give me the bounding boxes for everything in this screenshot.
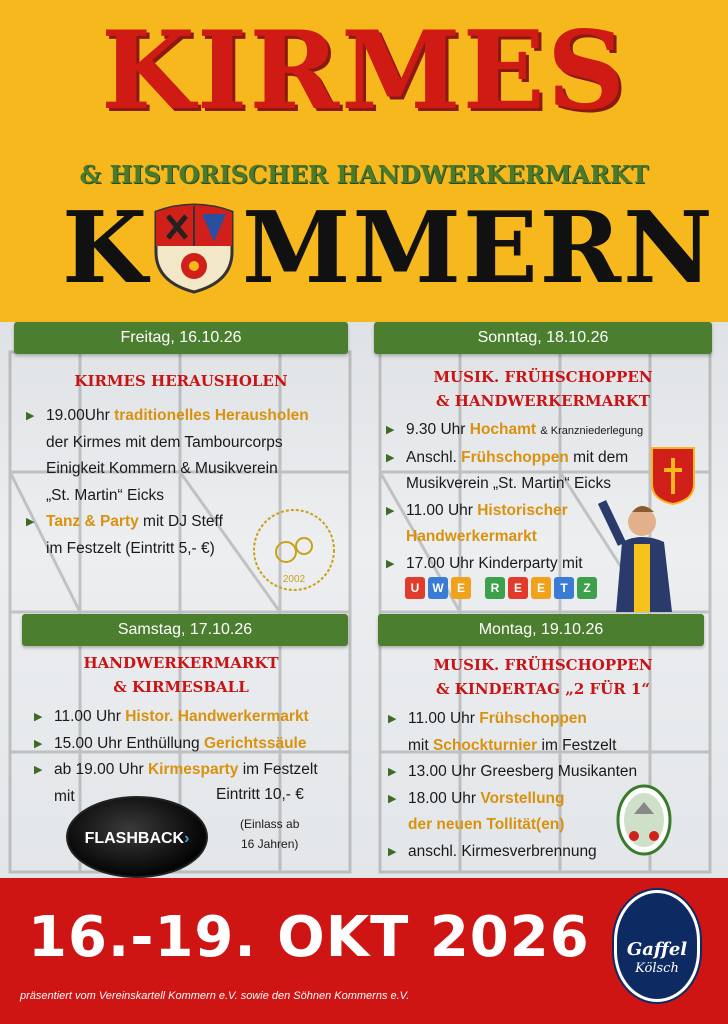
event-dates: 16.-19. OKT 2026 — [28, 905, 590, 970]
entry-note: (Einlass ab 16 Jahren) — [240, 817, 300, 851]
tollitaet-emblem-icon — [616, 784, 672, 856]
flashback-band-logo: FLASHBACK› — [66, 796, 208, 878]
list-item: ▶ 11.00 Uhr Historischer — [384, 498, 694, 525]
section-title-saturday-2: & KIRMESBALL — [113, 678, 249, 696]
list-item: Einigkeit Kommern & Musikverein — [46, 460, 278, 477]
list-item: mit Schockturnier im Festzelt — [408, 736, 617, 754]
day-heading-sunday: Sonntag, 18.10.26 — [374, 322, 712, 354]
entry-price: Eintritt 10,- € — [216, 786, 304, 803]
list-item: ▶ 18.00 Uhr Vorstellung — [386, 786, 706, 813]
section-title-monday-1: MUSIK. FRÜHSCHOPPEN — [433, 656, 653, 674]
town-name-first-letter: K — [62, 191, 148, 306]
list-item: ▶ 11.00 Uhr Histor. Handwerkermarkt — [32, 704, 362, 731]
list-item: ▶ Anschl. Frühschoppen mit dem — [384, 445, 694, 472]
list-item: Handwerkermarkt — [406, 528, 537, 545]
coat-of-arms-icon — [148, 202, 240, 294]
logo-letter: R — [485, 577, 505, 599]
list-item: ▶ 19.00Uhr traditionelles Herausholen — [24, 403, 354, 430]
poster-title: KIRMES — [100, 8, 627, 134]
section-title-saturday-1: HANDWERKERMARKT — [83, 654, 279, 672]
entertainer-photo — [592, 492, 682, 612]
logo-letter: T — [554, 577, 574, 599]
presenter-credit: präsentiert vom Vereinskartell Kommern e.V. sowie den Söhnen Kommerns e.V. — [20, 990, 410, 1002]
logo-letter: E — [451, 577, 471, 599]
section-title-friday: KIRMES HERAUSHOLEN — [74, 372, 288, 390]
list-item: ▶ anschl. Kirmesverbrennung — [386, 839, 706, 866]
poster-subtitle: & HISTORISCHER HANDWERKERMARKT — [79, 160, 649, 189]
logo-letter: U — [405, 577, 425, 599]
gaffel-koelsch-logo: Gaffel Kölsch — [614, 890, 700, 1002]
logo-letter: E — [508, 577, 528, 599]
town-name-rest: MMERN — [242, 191, 715, 306]
list-item: mit — [54, 787, 75, 805]
list-item: ▶ 15.00 Uhr Enthüllung Gerichtssäule — [32, 731, 362, 758]
day-heading-monday: Montag, 19.10.26 — [378, 614, 704, 646]
list-item: Musikverein „St. Martin“ Eicks — [406, 475, 611, 492]
list-item: ▶ 11.00 Uhr Frühschoppen — [386, 706, 706, 733]
list-item: ▶ ab 19.00 Uhr Kirmesparty im Festzelt — [32, 757, 362, 784]
logo-letter: Z — [577, 577, 597, 599]
list-item: ▶ 17.00 Uhr Kinderparty mit — [384, 551, 694, 578]
day-heading-saturday: Samstag, 17.10.26 — [22, 614, 348, 646]
club-stamp-logo — [250, 506, 338, 594]
list-item: der Kirmes mit dem Tambourcorps — [46, 433, 283, 451]
list-item: ▶ Tanz & Party mit DJ Steff — [24, 509, 354, 536]
list-item: „St. Martin“ Eicks — [46, 486, 164, 504]
list-item: ▶ 9.30 Uhr Hochamt & Kranzniederlegung — [384, 417, 694, 445]
list-item: im Festzelt (Eintritt 5,- €) — [46, 539, 215, 557]
section-title-sunday-1: MUSIK. FRÜHSCHOPPEN — [433, 368, 653, 386]
section-title-monday-2: & KINDERTAG „2 FÜR 1“ — [436, 680, 650, 698]
day-heading-friday: Freitag, 16.10.26 — [14, 322, 348, 354]
logo-letter: W — [428, 577, 448, 599]
stamp-year: 2002 — [282, 574, 306, 585]
section-title-sunday-2: & HANDWERKERMARKT — [436, 392, 650, 410]
list-item: ▶ 13.00 Uhr Greesberg Musikanten — [386, 759, 706, 786]
town-name — [62, 191, 715, 306]
uwe-reetz-logo — [405, 577, 597, 599]
saturday-list — [32, 704, 362, 810]
logo-letter: E — [531, 577, 551, 599]
list-item: der neuen Tollität(en) — [408, 816, 565, 833]
